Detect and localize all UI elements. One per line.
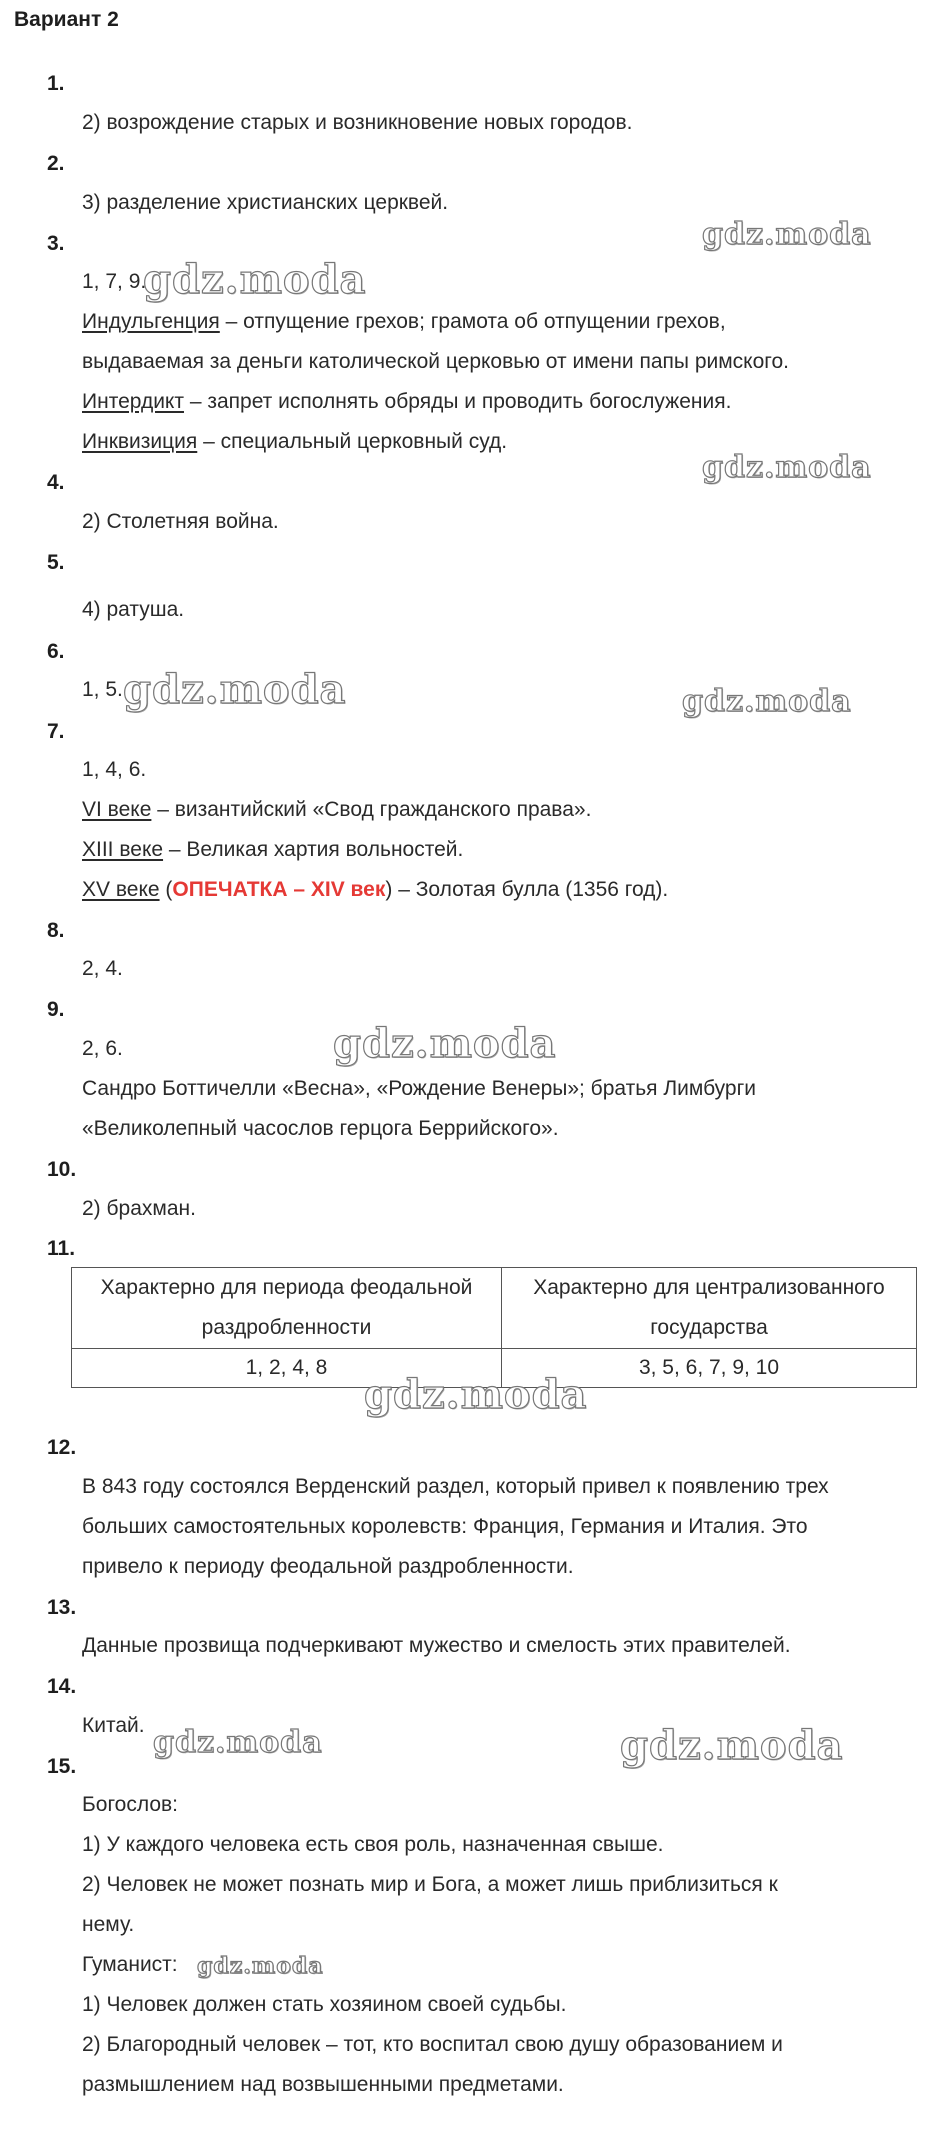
term-interdict-word: Интердикт (82, 390, 184, 413)
question-number-4: 4. (47, 471, 65, 494)
century-15-def: ) – Золотая булла (1356 год). (385, 878, 669, 901)
century-13-def: – Великая хартия вольностей. (163, 838, 464, 861)
answer-13: Данные прозвища подчеркивают мужество и смелость этих правителей. (82, 1634, 791, 1657)
answer-9: 2, 6. (82, 1037, 123, 1060)
question-number-14: 14. (47, 1675, 77, 1698)
answer-7: 1, 4, 6. (82, 758, 147, 781)
question-number-5: 5. (47, 551, 65, 574)
theologian-point-2: 2) Человек не может познать мир и Бога, а может лишь приблизиться к (82, 1873, 778, 1896)
term-interdict-def: – запрет исполнять обряды и проводить богослужения. (183, 390, 732, 413)
question-number-11: 11. (47, 1237, 76, 1260)
watermark-logo: gdz.moda (197, 1953, 324, 1979)
question-number-7: 7. (47, 720, 65, 743)
humanist-label: Гуманист: (82, 1953, 178, 1976)
answer-11-table (71, 1267, 917, 1388)
term-indulgence-cont: выдаваемая за деньги католической церковью от имени папы римского. (82, 350, 789, 373)
century-15: XV веке (82, 878, 160, 901)
answer-2: 3) разделение христианских церквей. (82, 191, 449, 214)
watermark-logo: gdz.moda (143, 256, 367, 303)
answer-4: 2) Столетняя война. (82, 510, 279, 533)
watermark-logo: gdz.moda (364, 1371, 588, 1418)
century-6-def: – византийский «Свод гражданского права». (151, 798, 592, 821)
watermark-logo: gdz.moda (123, 666, 347, 713)
answer-3: 1, 7, 9. (82, 270, 147, 293)
question-number-1: 1. (47, 72, 65, 95)
question-number-15: 15. (47, 1755, 77, 1778)
answer-8: 2, 4. (82, 957, 123, 980)
question-number-6: 6. (47, 640, 65, 663)
watermark-logo: gdz.moda (702, 450, 872, 485)
typo-note: ОПЕЧАТКА – XIV век (172, 878, 386, 901)
century-13: XIII веке (82, 838, 164, 861)
paren-open: ( (159, 878, 173, 901)
answer-1: 2) возрождение старых и возникновение новых городов. (82, 111, 633, 134)
question-number-13: 13. (47, 1596, 77, 1619)
answer-9-line-1: Сандро Боттичелли «Весна», «Рождение Венеры»; братья Лимбурги (82, 1077, 756, 1100)
watermark-logo: gdz.moda (702, 217, 872, 252)
page-title: Вариант 2 (14, 8, 119, 31)
term-indulgence-def: – отпущение грехов; грамота об отпущении грехов, (219, 310, 726, 333)
watermark-logo: gdz.moda (620, 1722, 844, 1769)
answer-6: 1, 5. (82, 678, 123, 701)
theologian-label: Богослов: (82, 1793, 178, 1816)
question-number-3: 3. (47, 232, 65, 255)
answer-9-line-2: «Великолепный часослов герцога Беррийского». (82, 1117, 559, 1140)
question-number-9: 9. (47, 998, 65, 1021)
answer-7-line-2 (82, 830, 463, 870)
table-cell-feudal: 1, 2, 4, 8 (72, 1349, 502, 1388)
answer-12-line-2: больших самостоятельных королевств: Франция, Германия и Италия. Это (82, 1515, 808, 1538)
watermark-logo: gdz.moda (333, 1020, 557, 1067)
watermark-logo: gdz.moda (153, 1725, 323, 1760)
watermark-logo: gdz.moda (682, 684, 852, 719)
humanist-point-2-cont: размышлением над возвышенными предметами. (82, 2073, 564, 2096)
term-inquisition-def: – специальный церковный суд. (197, 430, 508, 453)
question-number-10: 10. (47, 1158, 77, 1181)
answer-5: 4) ратуша. (82, 598, 185, 621)
table-header-centralized: Характерно для централизованного государства (502, 1268, 917, 1349)
answer-12-line-1: В 843 году состоялся Верденский раздел, который привел к появлению трех (82, 1475, 829, 1498)
table-cell-centralized: 3, 5, 6, 7, 9, 10 (502, 1349, 917, 1388)
answer-14: Китай. (82, 1714, 145, 1737)
table-header-feudal: Характерно для периода феодальной раздробленности (72, 1268, 502, 1349)
answer-7-line-1 (82, 790, 591, 830)
theologian-point-1: 1) У каждого человека есть своя роль, назначенная свыше. (82, 1833, 664, 1856)
question-number-12: 12. (47, 1436, 77, 1459)
answer-12-line-3: привело к периоду феодальной раздробленности. (82, 1555, 574, 1578)
answer-10: 2) брахман. (82, 1197, 196, 1220)
humanist-point-1: 1) Человек должен стать хозяином своей судьбы. (82, 1993, 567, 2016)
term-indulgence (82, 302, 726, 342)
century-6: VI веке (82, 798, 152, 821)
term-indulgence-word: Индульгенция (82, 310, 220, 333)
question-number-2: 2. (47, 152, 65, 175)
term-inquisition-word: Инквизиция (82, 430, 198, 453)
humanist-point-2: 2) Благородный человек – тот, кто воспитал свою душу образованием и (82, 2033, 783, 2056)
answer-7-line-3 (82, 870, 668, 910)
question-number-8: 8. (47, 919, 65, 942)
theologian-point-2-cont: нему. (82, 1913, 135, 1936)
term-interdict (82, 382, 731, 422)
term-inquisition (82, 422, 507, 462)
